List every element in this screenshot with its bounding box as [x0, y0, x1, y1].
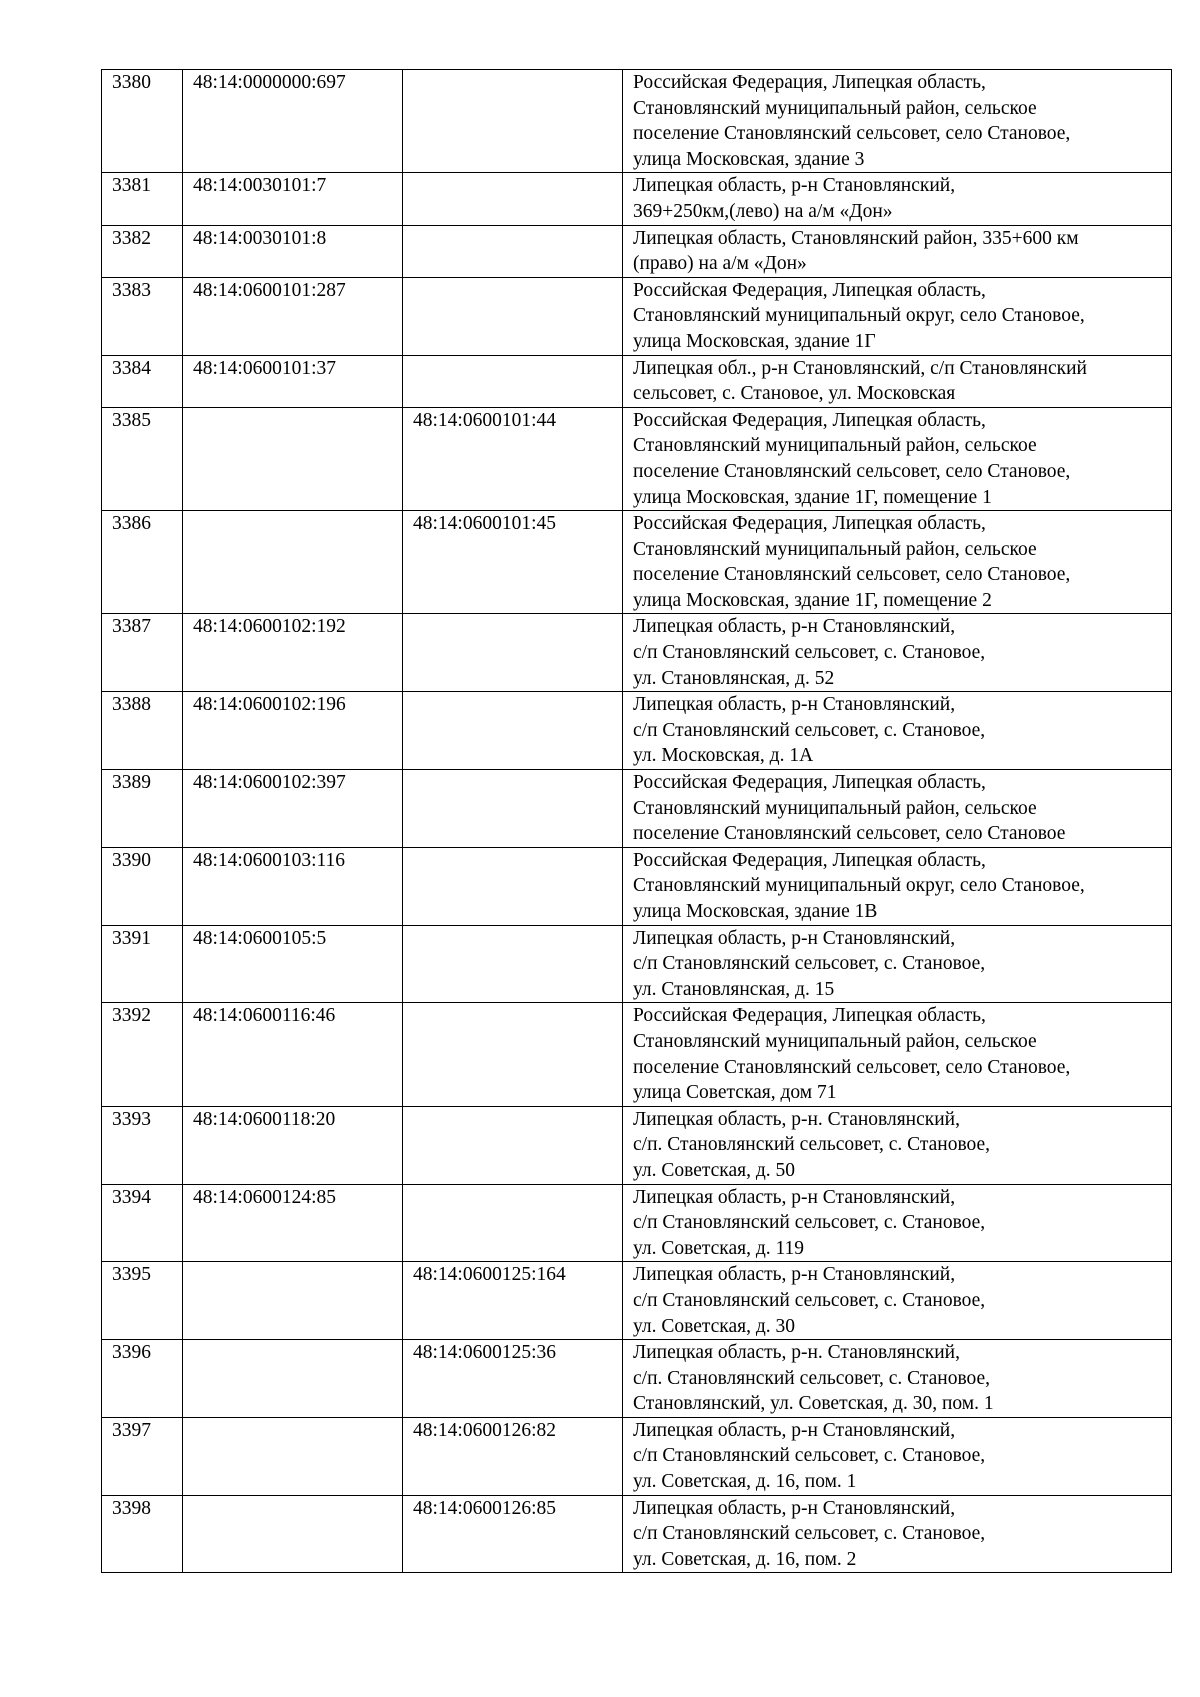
table-row [102, 407, 1172, 510]
address-cell: Липецкая область, р-н. Становлянский, с/п. Становлянский сельсовет, с. Становое, Становлянский, ул. Советская, д. 30, пом. 1 [623, 1340, 1172, 1418]
table-row [102, 277, 1172, 355]
table-row [102, 1340, 1172, 1418]
object-cadastral-number-cell [403, 1184, 623, 1262]
table-row [102, 1262, 1172, 1340]
address-cell: Липецкая область, р-н Становлянский, с/п Становлянский сельсовет, с. Становое, ул. Становлянская, д. 52 [623, 614, 1172, 692]
row-number-cell: 3394 [102, 1184, 183, 1262]
table-row [102, 1106, 1172, 1184]
land-cadastral-number-cell [183, 1495, 403, 1573]
row-number-cell: 3381 [102, 173, 183, 225]
address-cell: Липецкая область, р-н Становлянский, с/п Становлянский сельсовет, с. Становое, ул. Советская, д. 30 [623, 1262, 1172, 1340]
land-cadastral-number-cell [183, 1417, 403, 1495]
land-cadastral-number-cell: 48:14:0600118:20 [183, 1106, 403, 1184]
land-cadastral-number-cell [183, 1262, 403, 1340]
address-cell: Российская Федерация, Липецкая область, Становлянский муниципальный округ, село Становое, улица Московская, здание 1Г [623, 277, 1172, 355]
land-cadastral-number-cell [183, 1340, 403, 1418]
land-cadastral-number-cell: 48:14:0030101:8 [183, 225, 403, 277]
row-number-cell: 3387 [102, 614, 183, 692]
object-cadastral-number-cell [403, 614, 623, 692]
land-cadastral-number-cell: 48:14:0600102:192 [183, 614, 403, 692]
object-cadastral-number-cell [403, 277, 623, 355]
object-cadastral-number-cell [403, 225, 623, 277]
land-cadastral-number-cell: 48:14:0000000:697 [183, 70, 403, 173]
address-cell: Липецкая область, Становлянский район, 335+600 км (право) на а/м «Дон» [623, 225, 1172, 277]
land-cadastral-number-cell: 48:14:0600116:46 [183, 1003, 403, 1106]
row-number-cell: 3386 [102, 511, 183, 614]
table-row [102, 225, 1172, 277]
land-cadastral-number-cell [183, 511, 403, 614]
object-cadastral-number-cell [403, 1003, 623, 1106]
land-cadastral-number-cell: 48:14:0600101:37 [183, 355, 403, 407]
address-cell: Липецкая область, р-н Становлянский, с/п Становлянский сельсовет, с. Становое, ул. Становлянская, д. 15 [623, 925, 1172, 1003]
table-row [102, 925, 1172, 1003]
object-cadastral-number-cell: 48:14:0600126:85 [403, 1495, 623, 1573]
row-number-cell: 3384 [102, 355, 183, 407]
row-number-cell: 3388 [102, 692, 183, 770]
address-cell: Российская Федерация, Липецкая область, Становлянский муниципальный район, сельское поселение Становлянский сельсовет, село Становое, улица Советская, дом 71 [623, 1003, 1172, 1106]
registry-table [101, 69, 1172, 1573]
object-cadastral-number-cell: 48:14:0600125:164 [403, 1262, 623, 1340]
object-cadastral-number-cell [403, 925, 623, 1003]
table-row [102, 692, 1172, 770]
land-cadastral-number-cell: 48:14:0600105:5 [183, 925, 403, 1003]
row-number-cell: 3389 [102, 770, 183, 848]
table-row [102, 1417, 1172, 1495]
row-number-cell: 3397 [102, 1417, 183, 1495]
address-cell: Липецкая область, р-н Становлянский, с/п Становлянский сельсовет, с. Становое, ул. Советская, д. 16, пом. 2 [623, 1495, 1172, 1573]
address-cell: Липецкая область, р-н Становлянский, с/п Становлянский сельсовет, с. Становое, ул. Советская, д. 16, пом. 1 [623, 1417, 1172, 1495]
address-cell: Липецкая область, р-н Становлянский, с/п Становлянский сельсовет, с. Становое, ул. Московская, д. 1А [623, 692, 1172, 770]
address-cell: Российская Федерация, Липецкая область, Становлянский муниципальный район, сельское поселение Становлянский сельсовет, село Становое [623, 770, 1172, 848]
object-cadastral-number-cell [403, 692, 623, 770]
table-row [102, 70, 1172, 173]
object-cadastral-number-cell: 48:14:0600125:36 [403, 1340, 623, 1418]
object-cadastral-number-cell [403, 173, 623, 225]
row-number-cell: 3385 [102, 407, 183, 510]
land-cadastral-number-cell: 48:14:0600103:116 [183, 847, 403, 925]
address-cell: Липецкая область, р-н Становлянский, с/п Становлянский сельсовет, с. Становое, ул. Советская, д. 119 [623, 1184, 1172, 1262]
table-row [102, 770, 1172, 848]
land-cadastral-number-cell: 48:14:0600124:85 [183, 1184, 403, 1262]
row-number-cell: 3382 [102, 225, 183, 277]
land-cadastral-number-cell: 48:14:0600102:397 [183, 770, 403, 848]
object-cadastral-number-cell [403, 70, 623, 173]
land-cadastral-number-cell: 48:14:0600101:287 [183, 277, 403, 355]
row-number-cell: 3390 [102, 847, 183, 925]
table-row [102, 1003, 1172, 1106]
table-row [102, 1495, 1172, 1573]
object-cadastral-number-cell [403, 355, 623, 407]
table-row [102, 173, 1172, 225]
object-cadastral-number-cell: 48:14:0600126:82 [403, 1417, 623, 1495]
land-cadastral-number-cell: 48:14:0030101:7 [183, 173, 403, 225]
address-cell: Липецкая обл., р-н Становлянский, с/п Становлянский сельсовет, с. Становое, ул. Московская [623, 355, 1172, 407]
land-cadastral-number-cell [183, 407, 403, 510]
table-row [102, 847, 1172, 925]
address-cell: Российская Федерация, Липецкая область, Становлянский муниципальный округ, село Становое, улица Московская, здание 1В [623, 847, 1172, 925]
table-row [102, 1184, 1172, 1262]
row-number-cell: 3391 [102, 925, 183, 1003]
object-cadastral-number-cell [403, 770, 623, 848]
object-cadastral-number-cell [403, 1106, 623, 1184]
table-row [102, 614, 1172, 692]
object-cadastral-number-cell: 48:14:0600101:44 [403, 407, 623, 510]
address-cell: Липецкая область, р-н Становлянский, 369+250км,(лево) на а/м «Дон» [623, 173, 1172, 225]
table-row [102, 511, 1172, 614]
row-number-cell: 3392 [102, 1003, 183, 1106]
row-number-cell: 3395 [102, 1262, 183, 1340]
row-number-cell: 3396 [102, 1340, 183, 1418]
object-cadastral-number-cell: 48:14:0600101:45 [403, 511, 623, 614]
row-number-cell: 3398 [102, 1495, 183, 1573]
row-number-cell: 3393 [102, 1106, 183, 1184]
address-cell: Липецкая область, р-н. Становлянский, с/п. Становлянский сельсовет, с. Становое, ул. Советская, д. 50 [623, 1106, 1172, 1184]
table-row [102, 355, 1172, 407]
address-cell: Российская Федерация, Липецкая область, Становлянский муниципальный район, сельское поселение Становлянский сельсовет, село Становое, улица Московская, здание 1Г, помещение 1 [623, 407, 1172, 510]
registry-table-body [102, 70, 1172, 1573]
object-cadastral-number-cell [403, 847, 623, 925]
address-cell: Российская Федерация, Липецкая область, Становлянский муниципальный район, сельское поселение Становлянский сельсовет, село Становое, улица Московская, здание 3 [623, 70, 1172, 173]
address-cell: Российская Федерация, Липецкая область, Становлянский муниципальный район, сельское поселение Становлянский сельсовет, село Становое, улица Московская, здание 1Г, помещение 2 [623, 511, 1172, 614]
land-cadastral-number-cell: 48:14:0600102:196 [183, 692, 403, 770]
row-number-cell: 3380 [102, 70, 183, 173]
row-number-cell: 3383 [102, 277, 183, 355]
